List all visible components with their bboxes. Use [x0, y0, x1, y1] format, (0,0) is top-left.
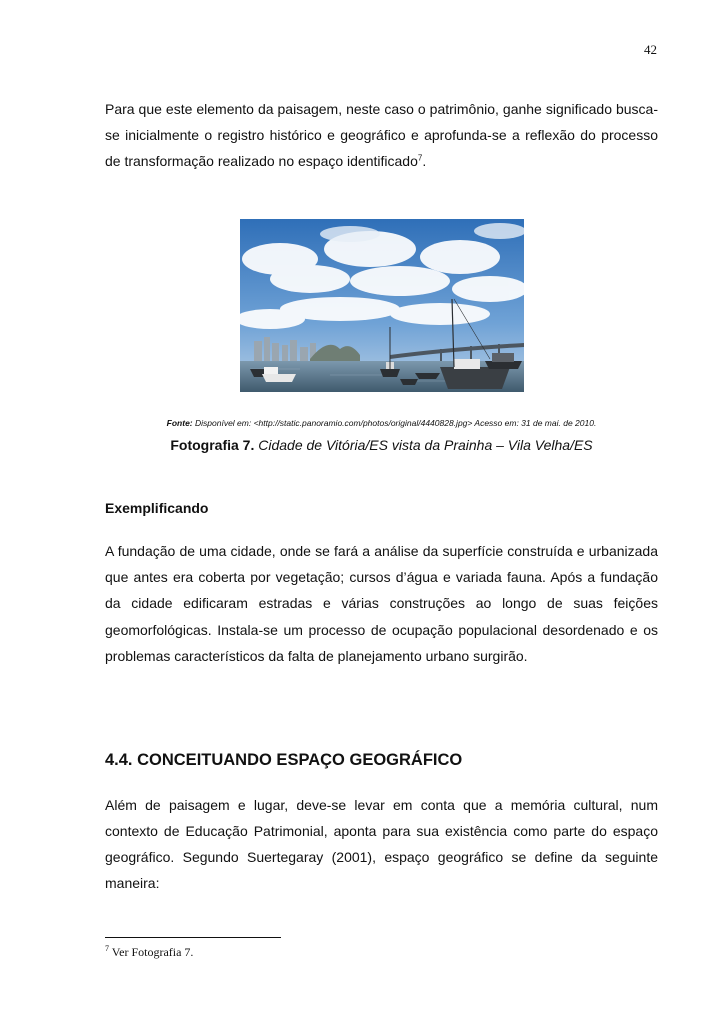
footnote [105, 944, 193, 960]
intro-paragraph-end: . [422, 153, 427, 169]
section-heading: 4.4. CONCEITUANDO ESPAÇO GEOGRÁFICO [105, 751, 463, 769]
figure-caption-text: Cidade de Vitória/ES vista da Prainha – Vila Velha/ES [258, 437, 593, 453]
intro-paragraph-text: Para que este elemento da paisagem, neste caso o patrimônio, ganhe significado busca-se inicialmente o registro histórico e geográfico e aprofunda-se a reflexão do processo de transformação realizado no espaço identificado [105, 101, 658, 169]
figure-caption [105, 437, 658, 453]
figure-source-label: Fonte: [166, 418, 193, 428]
footnote-divider [105, 937, 281, 938]
page-number: 42 [644, 42, 657, 57]
footnote-reference: 7 [417, 153, 423, 163]
figure-source-text: Disponível em: <http://static.panoramio.com/photos/original/4440828.jpg> Acesso em: 31 de mai. de 2010. [192, 418, 597, 428]
subheading: Exemplificando [105, 500, 209, 516]
footnote-number: 7 [105, 944, 109, 953]
example-paragraph: A fundação de uma cidade, onde se fará a análise da superfície construída e urbanizada que antes era coberta por vegetação; cursos d’água e variada fauna. Após a fundação da cidade edificaram estradas e várias construções ao longo de suas feições geomorfológicas. Instala-se um processo de ocupação populacional desordenado e os problemas característicos da falta de planejamento urbano surgirão. [105, 543, 658, 664]
figure-source [105, 418, 658, 428]
figure-caption-label: Fotografia 7. [170, 437, 255, 453]
intro-paragraph [105, 96, 658, 174]
footnote-text: Ver Fotografia 7. [109, 945, 194, 959]
section-paragraph: Além de paisagem e lugar, deve-se levar em conta que a memória cultural, num contexto de Educação Patrimonial, aponta para sua existência como parte do espaço geográfico. Segundo Suertegaray (2001), espaço geográfico se define da seguinte maneira: [105, 797, 658, 891]
photograph-vitoria [240, 219, 524, 392]
